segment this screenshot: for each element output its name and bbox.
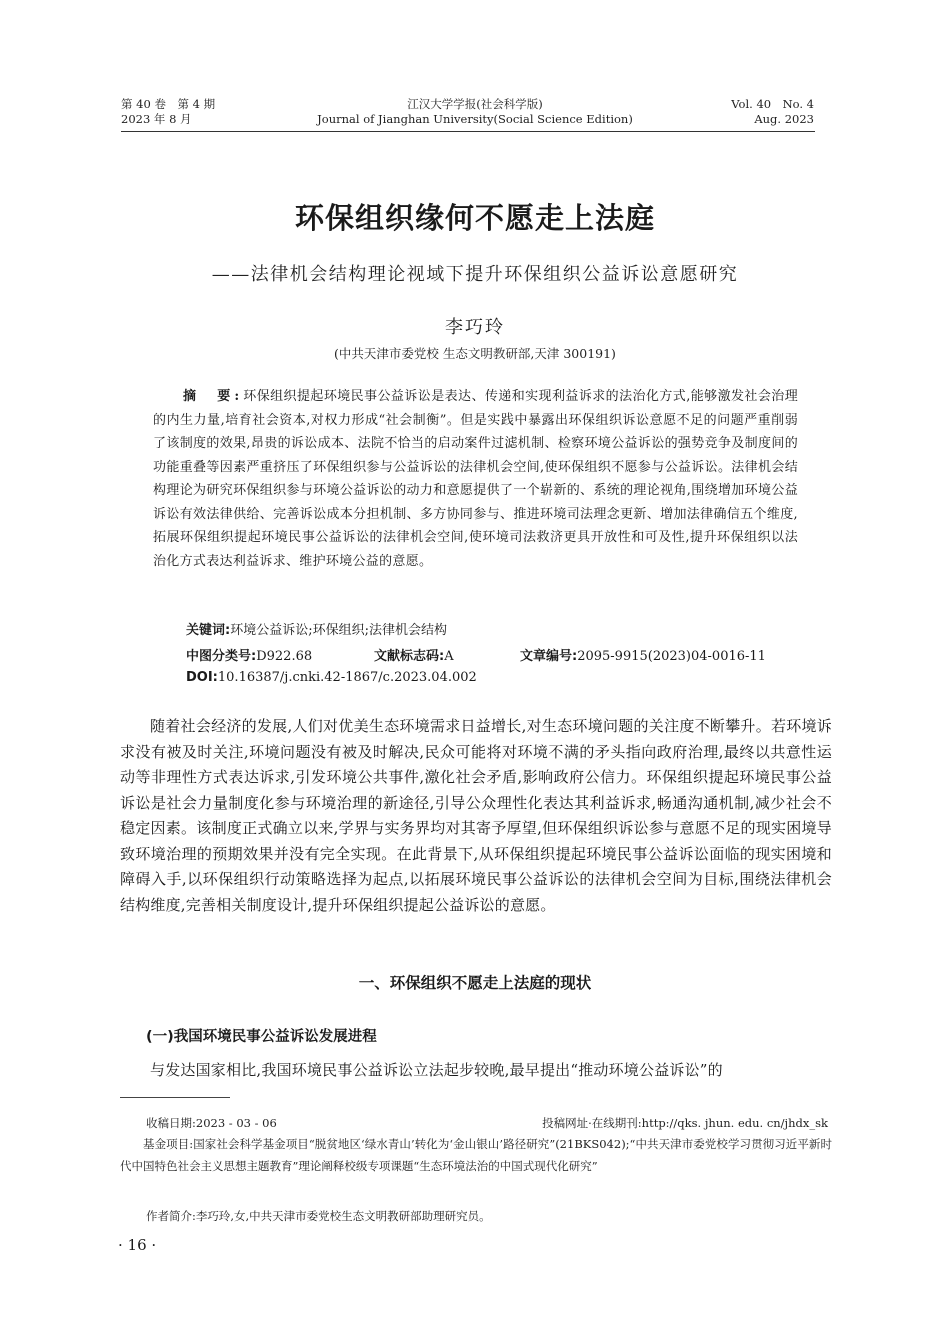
abstract-label: 摘 要: xyxy=(183,389,244,404)
article-subtitle: ——法律机会结构理论视域下提升环保组织公益诉讼意愿研究 xyxy=(211,264,739,285)
doi-row xyxy=(186,670,477,685)
author-affiliation: (中共天津市委党校 生态文明教研部,天津 300191) xyxy=(334,346,616,361)
submission-website: 投稿网址·在线期刊:http://qks. jhun. edu. cn/jhdx_sk xyxy=(542,1116,828,1130)
abstract xyxy=(153,385,798,573)
clc-value: D922.68 xyxy=(256,649,313,664)
footnote-rule xyxy=(120,1097,230,1098)
page-number: · 16 · xyxy=(118,1236,157,1254)
issue-date-en: Aug. 2023 xyxy=(754,112,814,126)
section-heading-1: 一、环保组织不愿走上法庭的现状 xyxy=(358,974,592,992)
subsection-heading-1: (一)我国环境民事公益诉讼发展进程 xyxy=(146,1029,377,1045)
doi-value: 10.16387/j.cnki.42-1867/c.2023.04.002 xyxy=(217,670,477,685)
received-date: 收稿日期:2023 - 03 - 06 xyxy=(146,1116,277,1130)
journal-name xyxy=(300,97,650,127)
clc-label: 中图分类号: xyxy=(186,649,257,664)
doc-code-value: A xyxy=(444,649,454,664)
keywords-label: 关键词: xyxy=(186,623,231,638)
author-bio: 作者简介:李巧玲,女,中共天津市委党校生态文明教研部助理研究员。 xyxy=(146,1209,491,1223)
volume-issue-en: Vol. 40 No. 4 xyxy=(731,97,814,111)
article-title: 环保组织缘何不愿走上法庭 xyxy=(294,201,655,235)
volume-issue-text: 第 40 卷 第 4 期 xyxy=(121,97,216,111)
article-no-field xyxy=(520,645,766,664)
abstract-text: 环保组织提起环境民事公益诉讼是表达、传递和实现利益诉求的法治化方式,能够激发社会治理的内生力量,培育社会资本,对权力形成“社会制衡”。但是实践中暴露出环保组织诉讼意愿不足的问题严重削弱了该制度的效果,昂贵的诉讼成本、法院不恰当的启动案件过滤机制、检察环境公益诉讼的强势竞争及制度间的功能重叠等因素严重挤压了环保组织参与公益诉讼的法律机会空间,使环保组织不愿参与公益诉讼。法律机会结构理论为研究环保组织参与环境公益诉讼的动力和意愿提供了一个崭新的、系统的理论视角,围绕增加环境公益诉讼有效法律供给、完善诉讼成本分担机制、多方协同参与、推进环境司法理念更新、增加法律确信五个维度,拓展环保组织提起环境民事公益诉讼的法律机会空间,使环境司法救济更具开放性和可及性,提升环保组织以法治化方式表达利益诉求、维护环境公益的意愿。 xyxy=(153,389,798,569)
article-no-value: 2095-9915(2023)04-0016-11 xyxy=(577,649,766,664)
body-paragraph-2: 与发达国家相比,我国环境民事公益诉讼立法起步较晚,最早提出“推动环境公益诉讼”的 xyxy=(150,1061,723,1079)
journal-name-en: Journal of Jianghan University(Social Science Edition) xyxy=(317,112,633,126)
keywords-text: 环境公益诉讼;环保组织;法律机会结构 xyxy=(230,623,447,638)
funding-note: 基金项目:国家社会科学基金项目“脱贫地区‘绿水青山’转化为‘金山银山’路径研究”(21BKS042);“中共天津市委党校学习贯彻习近平新时代中国特色社会主义思想主题教育”理论阐释校级专项课题“生态环境法治的中国式现代化研究” xyxy=(120,1137,832,1173)
article-no-label: 文章编号: xyxy=(520,649,578,664)
header-rule xyxy=(121,131,815,132)
issue-date-text: 2023 年 8 月 xyxy=(121,112,192,126)
keywords-row xyxy=(186,619,447,638)
doi-label: DOI: xyxy=(186,670,218,685)
journal-volume-en xyxy=(690,97,814,127)
doc-code-field xyxy=(374,645,454,664)
author-name: 李巧玲 xyxy=(445,317,505,338)
clc-field xyxy=(186,645,312,664)
journal-name-cn: 江汉大学学报(社会科学版) xyxy=(407,97,543,111)
doc-code-label: 文献标志码: xyxy=(374,649,445,664)
body-paragraph-1: 随着社会经济的发展,人们对优美生态环境需求日益增长,对生态环境问题的关注度不断攀升。若环境诉求没有被及时关注,环境问题没有被及时解决,民众可能将对环境不满的矛头指向政府治理,最终以共意性运动等非理性方式表达诉求,引发环境公共事件,激化社会矛盾,影响政府公信力。环保组织提起环境民事公益诉讼是社会力量制度化参与环境治理的新途径,引导公众理性化表达其利益诉求,畅通沟通机制,减少社会不稳定因素。该制度正式确立以来,学界与实务界均对其寄予厚望,但环保组织诉讼参与意愿不足的现实困境导致环境治理的预期效果并没有完全实现。在此背景下,从环保组织提起环境民事公益诉讼面临的现实困境和障碍入手,以环保组织行动策略选择为起点,以拓展环境民事公益诉讼的法律机会空间为目标,围绕法律机会结构维度,完善相关制度设计,提升环保组织提起公益诉讼的意愿。 xyxy=(120,717,832,914)
journal-volume-issue xyxy=(121,97,261,127)
